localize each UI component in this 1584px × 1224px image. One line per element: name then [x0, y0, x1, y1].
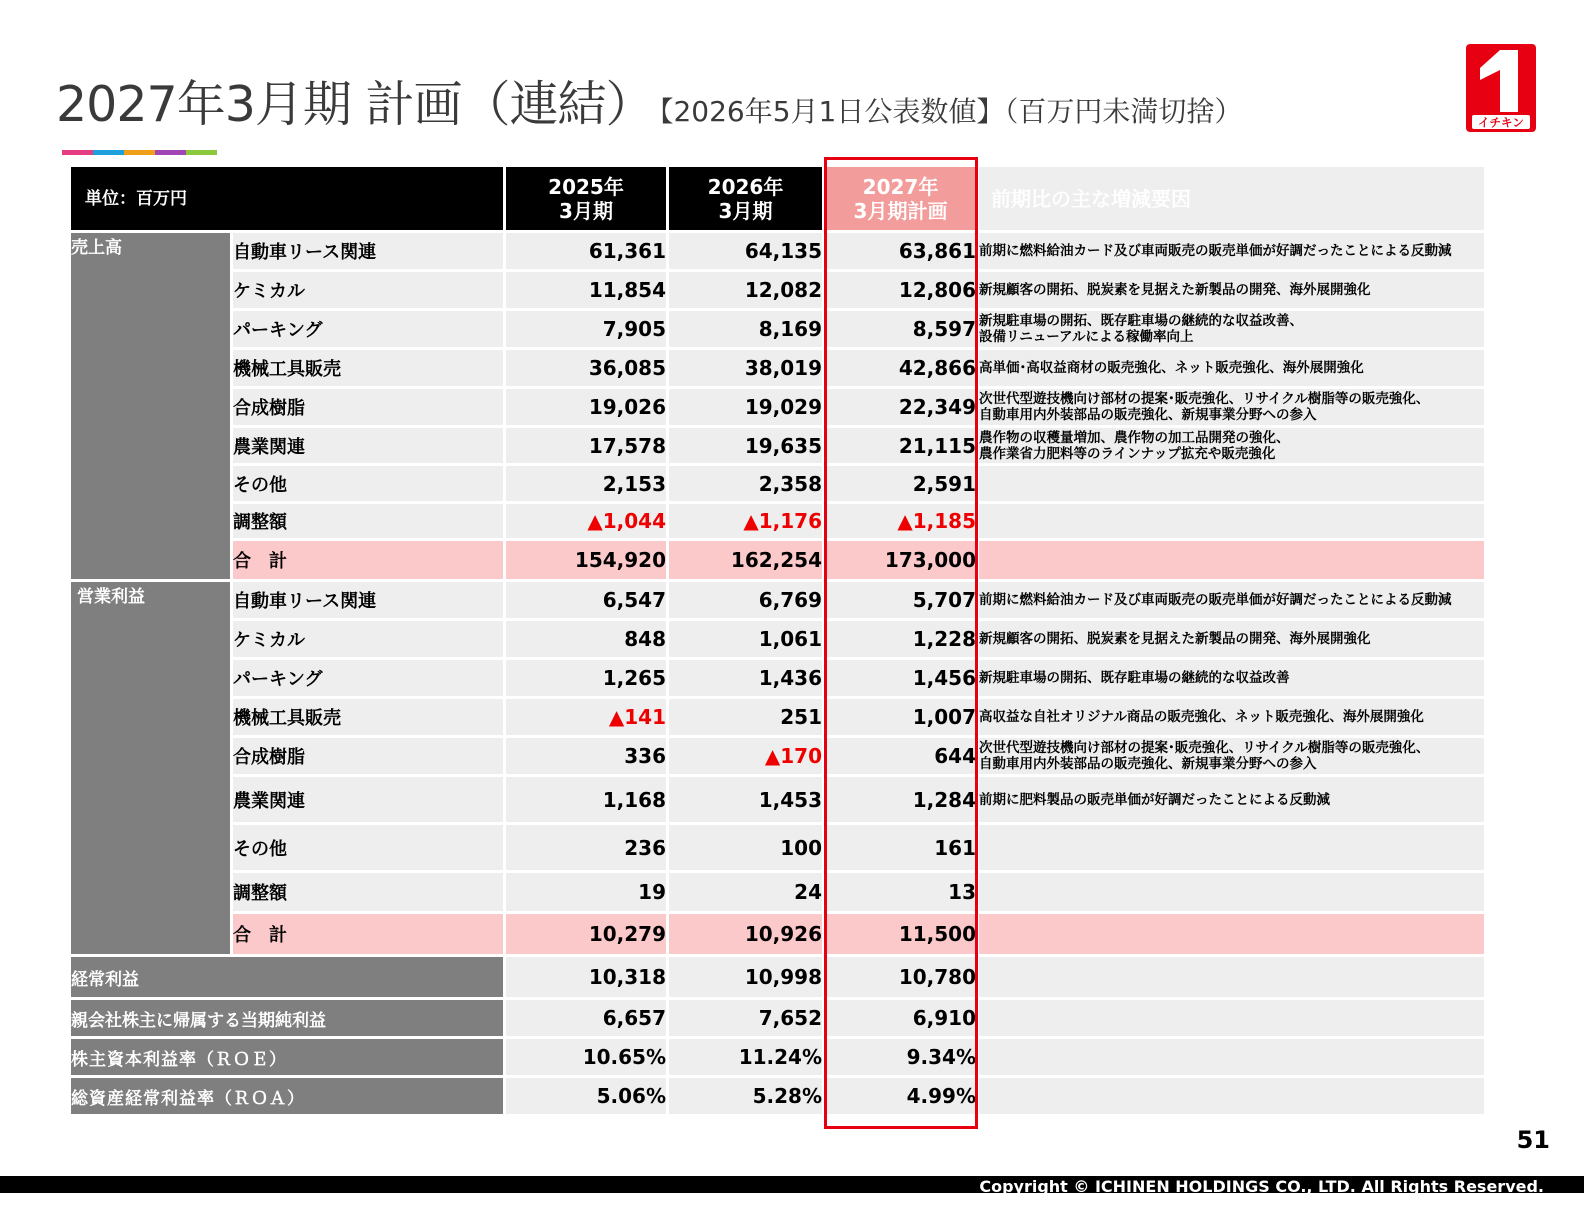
- reason-line: 新規顧客の開拓、脱炭素を見据えた新製品の開発、海外展開強化: [979, 282, 1371, 298]
- row-label: 農業関連: [233, 428, 503, 463]
- value-2026: 1,436: [669, 660, 822, 696]
- total-2027-plan: 11,500: [825, 914, 976, 954]
- value-2026: ▲170: [669, 738, 822, 774]
- reason-cell: [979, 873, 1484, 911]
- value-2027-plan: 161: [825, 825, 976, 870]
- value-2025: 7,905: [506, 311, 666, 347]
- row-label: 機械工具販売: [233, 699, 503, 735]
- title-main: 2027年3月期 計画（連結）: [56, 76, 654, 133]
- col-header-2025: [506, 167, 666, 230]
- table-row: [71, 233, 1484, 269]
- table-row: [71, 825, 1484, 870]
- summary-label: 親会社株主に帰属する当期純利益: [71, 1000, 503, 1036]
- reason-cell: [979, 311, 1484, 347]
- row-label: 合成樹脂: [233, 389, 503, 425]
- reason-cell: [979, 504, 1484, 538]
- reason-line: 設備リニューアルによる稼働率向上: [979, 329, 1194, 345]
- plan-table: [68, 164, 1487, 1117]
- value-2026: ▲1,176: [669, 504, 822, 538]
- value-2025: 19: [506, 873, 666, 911]
- reason-cell: [979, 272, 1484, 308]
- table-row: [71, 873, 1484, 911]
- col-header-2026: [669, 167, 822, 230]
- value-2025: ▲1,044: [506, 504, 666, 538]
- table-row: [71, 738, 1484, 774]
- value-2025: 5.06%: [506, 1078, 666, 1114]
- accent-bar: [62, 150, 217, 155]
- value-2025: 1,265: [506, 660, 666, 696]
- value-2027-plan: 1,228: [825, 621, 976, 657]
- value-2027-plan: 1,456: [825, 660, 976, 696]
- summary-label: 株主資本利益率（ＲＯＥ）: [71, 1039, 503, 1075]
- value-2027-plan: 2,591: [825, 466, 976, 501]
- value-2026: 11.24%: [669, 1039, 822, 1075]
- total-2026: 162,254: [669, 541, 822, 579]
- value-2026: 8,169: [669, 311, 822, 347]
- value-2025: 19,026: [506, 389, 666, 425]
- col-header-line: 2026年: [707, 174, 784, 199]
- accent-segment: [155, 150, 186, 155]
- value-2025: 336: [506, 738, 666, 774]
- value-2025: 848: [506, 621, 666, 657]
- total-label: 合 計: [233, 914, 503, 954]
- table-row: [71, 504, 1484, 538]
- total-2026: 10,926: [669, 914, 822, 954]
- value-2027-plan: ▲1,185: [825, 504, 976, 538]
- col-header-line: 2025年: [548, 174, 624, 199]
- table-row: [71, 428, 1484, 463]
- value-2025: 11,854: [506, 272, 666, 308]
- reason-line: 前期に肥料製品の販売単価が好調だったことによる反動減: [979, 791, 1330, 808]
- row-label: その他: [233, 466, 503, 501]
- summary-row: [71, 1078, 1484, 1114]
- table-row: [71, 582, 1484, 618]
- row-label: 機械工具販売: [233, 350, 503, 386]
- value-2027-plan: 9.34%: [825, 1039, 976, 1075]
- table-row: [71, 777, 1484, 822]
- value-2027-plan: 4.99%: [825, 1078, 976, 1114]
- value-2027-plan: 8,597: [825, 311, 976, 347]
- reason-header: 前期比の主な増減要因: [979, 167, 1484, 230]
- value-2027-plan: 22,349: [825, 389, 976, 425]
- reason-line: 新規駐車場の開拓、既存駐車場の継続的な収益改善: [979, 670, 1290, 686]
- value-2027-plan: 13: [825, 873, 976, 911]
- page-title: [56, 66, 1242, 136]
- reason-cell: [979, 621, 1484, 657]
- total-row: [71, 914, 1484, 954]
- table-row: [71, 660, 1484, 696]
- reason-cell: [979, 660, 1484, 696]
- table-row: [71, 350, 1484, 386]
- row-label: ケミカル: [233, 272, 503, 308]
- value-2026: 19,029: [669, 389, 822, 425]
- reason-line: 新規顧客の開拓、脱炭素を見据えた新製品の開発、海外展開強化: [979, 631, 1371, 647]
- value-2025: 61,361: [506, 233, 666, 269]
- value-2027-plan: 1,284: [825, 777, 976, 822]
- row-label: 自動車リース関連: [233, 582, 503, 618]
- page-number: 51: [1516, 1126, 1550, 1154]
- reason-line: 前期に燃料給油カード及び車両販売の販売単価が好調だったことによる反動減: [979, 243, 1452, 259]
- reason-cell: [979, 541, 1484, 579]
- col-header-line: 2027年: [862, 174, 939, 199]
- table-row: [71, 621, 1484, 657]
- reason-cell: [979, 777, 1484, 822]
- plan-column-highlight: [824, 157, 978, 1129]
- row-label: 自動車リース関連: [233, 233, 503, 269]
- row-label: その他: [233, 825, 503, 870]
- accent-segment: [186, 150, 217, 155]
- row-label: パーキング: [233, 311, 503, 347]
- reason-cell: [979, 582, 1484, 618]
- reason-cell: [979, 428, 1484, 463]
- value-2027-plan: 63,861: [825, 233, 976, 269]
- value-2025: 17,578: [506, 428, 666, 463]
- value-2025: 236: [506, 825, 666, 870]
- reason-cell: [979, 699, 1484, 735]
- row-label: 調整額: [233, 504, 503, 538]
- value-2027-plan: 644: [825, 738, 976, 774]
- accent-segment: [93, 150, 124, 155]
- reason-line: 自動車用内外装部品の販売強化、新規事業分野への参入: [979, 407, 1317, 423]
- unit-header: 単位：百万円: [71, 167, 503, 230]
- reason-cell: [979, 738, 1484, 774]
- accent-segment: [124, 150, 155, 155]
- value-2025: 6,547: [506, 582, 666, 618]
- section-label-sales: 売上高: [71, 233, 230, 579]
- row-label: 合成樹脂: [233, 738, 503, 774]
- summary-row: [71, 1039, 1484, 1075]
- reason-cell: [979, 233, 1484, 269]
- copyright: Copyright © ICHINEN HOLDINGS CO., LTD. All Rights Reserved.: [979, 1177, 1544, 1196]
- reason-line: 高収益な自社オリジナル商品の販売強化、ネット販売強化、海外展開強化: [979, 709, 1424, 725]
- table-row: [71, 311, 1484, 347]
- value-2026: 7,652: [669, 1000, 822, 1036]
- reason-line: 次世代型遊技機向け部材の提案･販売強化、リサイクル樹脂等の販売強化、: [979, 740, 1430, 756]
- reason-line: 高単価･高収益商材の販売強化、ネット販売強化、海外展開強化: [979, 360, 1364, 376]
- summary-label: 総資産経常利益率（ＲＯＡ）: [71, 1078, 503, 1114]
- value-2025: 2,153: [506, 466, 666, 501]
- value-2027-plan: 5,707: [825, 582, 976, 618]
- value-2025: 10,318: [506, 957, 666, 997]
- reason-line: 前期に燃料給油カード及び車両販売の販売単価が好調だったことによる反動減: [979, 592, 1452, 608]
- value-2026: 5.28%: [669, 1078, 822, 1114]
- summary-row: [71, 957, 1484, 997]
- logo-text: イチキン: [1478, 115, 1524, 130]
- summary-label: 経常利益: [71, 957, 503, 997]
- reason-cell: [979, 1000, 1484, 1036]
- value-2027-plan: 21,115: [825, 428, 976, 463]
- reason-line: 新規駐車場の開拓、既存駐車場の継続的な収益改善、: [979, 313, 1303, 329]
- reason-cell: [979, 466, 1484, 501]
- value-2026: 64,135: [669, 233, 822, 269]
- value-2027-plan: 42,866: [825, 350, 976, 386]
- section-label-operating: 営業利益: [71, 582, 230, 954]
- ichikin-logo: [1466, 44, 1536, 132]
- summary-row: [71, 1000, 1484, 1036]
- reason-cell: [979, 350, 1484, 386]
- value-2026: 24: [669, 873, 822, 911]
- reason-line: 農作業省力肥料等のラインナップ拡充や販売強化: [979, 445, 1276, 462]
- row-label: ケミカル: [233, 621, 503, 657]
- table-row: [71, 699, 1484, 735]
- reason-cell: [979, 389, 1484, 425]
- row-label: 農業関連: [233, 777, 503, 822]
- value-2025: 36,085: [506, 350, 666, 386]
- row-label: パーキング: [233, 660, 503, 696]
- value-2026: 6,769: [669, 582, 822, 618]
- accent-segment: [62, 150, 93, 155]
- table-row: [71, 272, 1484, 308]
- value-2025: 6,657: [506, 1000, 666, 1036]
- col-header-line: 3月期: [718, 198, 773, 223]
- col-header-line: 3月期計画: [853, 198, 948, 223]
- value-2026: 2,358: [669, 466, 822, 501]
- value-2026: 251: [669, 699, 822, 735]
- total-2025: 154,920: [506, 541, 666, 579]
- value-2025: ▲141: [506, 699, 666, 735]
- value-2026: 1,453: [669, 777, 822, 822]
- value-2026: 12,082: [669, 272, 822, 308]
- reason-line: 自動車用内外装部品の販売強化、新規事業分野への参入: [979, 756, 1317, 772]
- row-label: 調整額: [233, 873, 503, 911]
- value-2025: 1,168: [506, 777, 666, 822]
- value-2025: 10.65%: [506, 1039, 666, 1075]
- table-row: [71, 389, 1484, 425]
- reason-line: 次世代型遊技機向け部材の提案･販売強化、リサイクル樹脂等の販売強化、: [979, 391, 1430, 407]
- value-2026: 38,019: [669, 350, 822, 386]
- table-row: [71, 466, 1484, 501]
- title-sub: 【2026年5月1日公表数値】（百万円未満切捨）: [659, 95, 1243, 128]
- reason-cell: [979, 825, 1484, 870]
- total-2025: 10,279: [506, 914, 666, 954]
- total-label: 合 計: [233, 541, 503, 579]
- total-2027-plan: 173,000: [825, 541, 976, 579]
- value-2026: 10,998: [669, 957, 822, 997]
- value-2026: 19,635: [669, 428, 822, 463]
- value-2027-plan: 6,910: [825, 1000, 976, 1036]
- total-row: [71, 541, 1484, 579]
- header-row: [71, 167, 1484, 230]
- reason-line: 農作物の収穫量増加、農作物の加工品開発の強化、: [979, 429, 1290, 446]
- value-2027-plan: 10,780: [825, 957, 976, 997]
- reason-cell: [979, 957, 1484, 997]
- value-2026: 1,061: [669, 621, 822, 657]
- value-2027-plan: 1,007: [825, 699, 976, 735]
- col-header-line: 3月期: [559, 198, 613, 223]
- reason-cell: [979, 1039, 1484, 1075]
- reason-cell: [979, 914, 1484, 954]
- value-2027-plan: 12,806: [825, 272, 976, 308]
- value-2026: 100: [669, 825, 822, 870]
- reason-cell: [979, 1078, 1484, 1114]
